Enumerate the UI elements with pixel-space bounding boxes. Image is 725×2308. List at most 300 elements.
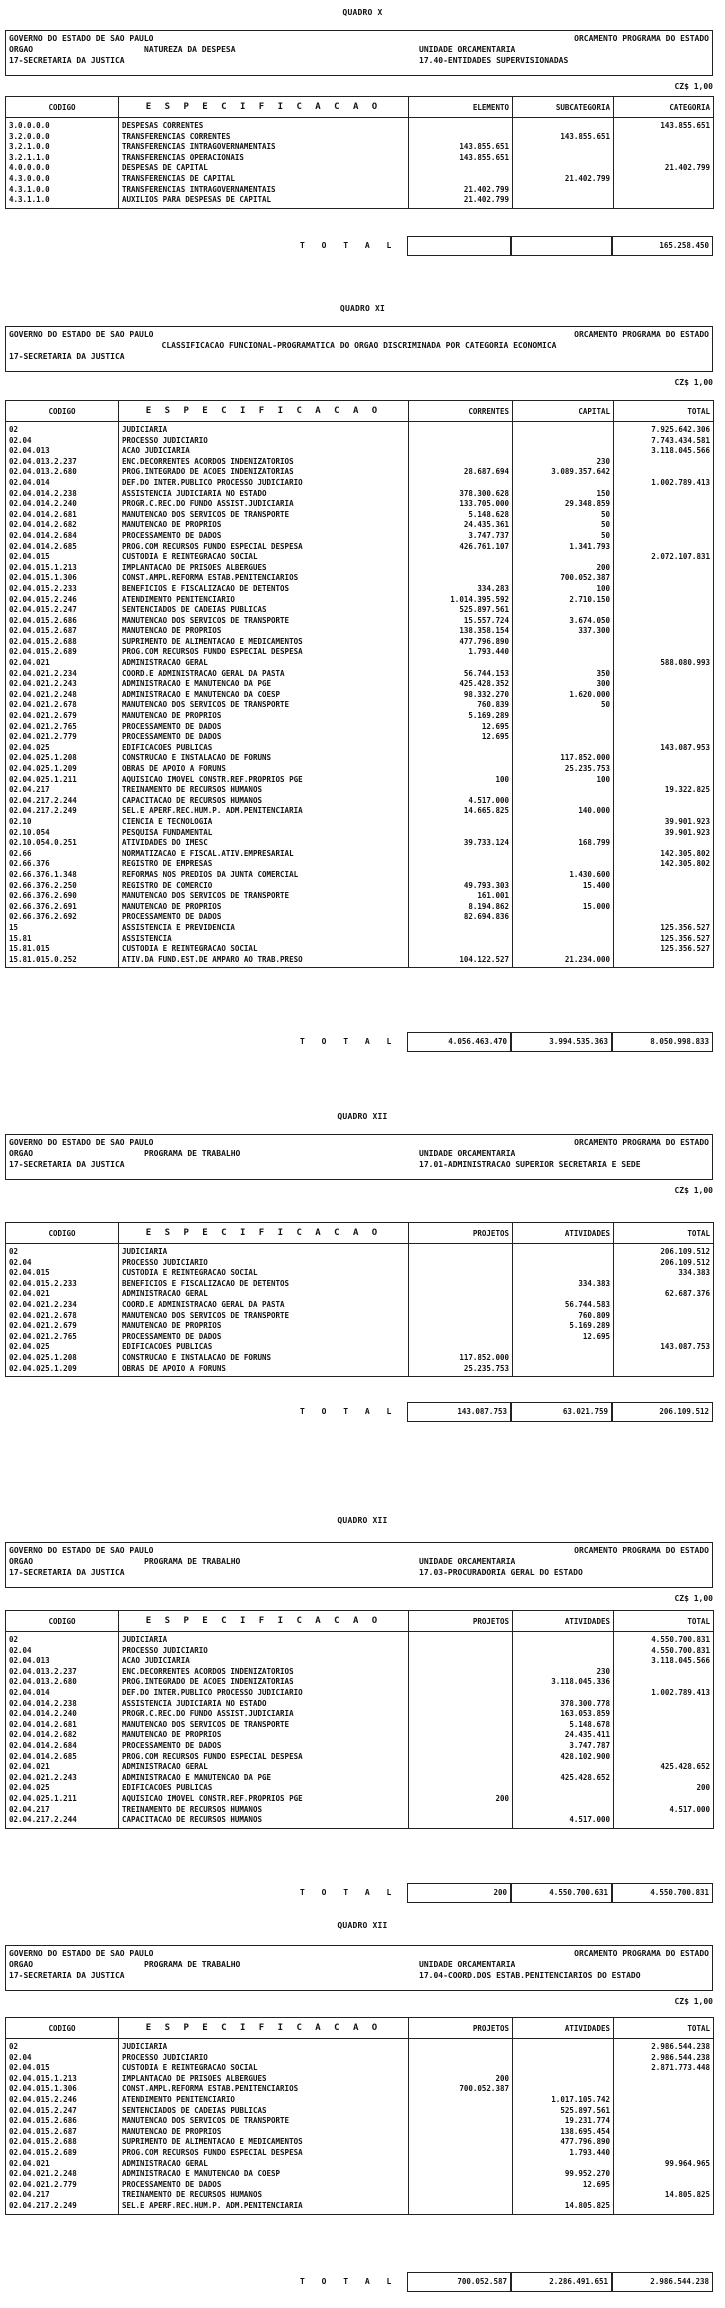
row-value-a: 426.761.107 <box>409 542 513 553</box>
row-value-c <box>614 1667 714 1678</box>
row-code: 02.04.015.2.247 <box>6 2106 119 2117</box>
row-code: 02.04.015.2.689 <box>6 2148 119 2159</box>
row-code: 02.04.217.2.249 <box>6 2201 119 2214</box>
table-row <box>6 1783 714 1794</box>
row-code: 02.04.015.1.213 <box>6 563 119 574</box>
row-specification: MANUTENCAO DE PROPRIOS <box>119 1730 409 1741</box>
table-row <box>6 1752 714 1763</box>
row-value-a <box>409 764 513 775</box>
total-value-c: 2.986.544.238 <box>612 2272 713 2292</box>
row-code: 02.04.021.2.678 <box>6 1311 119 1322</box>
row-code: 02 <box>6 1632 119 1646</box>
table-row <box>6 195 714 208</box>
row-specification: REGISTRO DE EMPRESAS <box>119 859 409 870</box>
row-code: 02 <box>6 422 119 436</box>
row-value-c <box>614 1353 714 1364</box>
row-code: 02.04.021.2.765 <box>6 1332 119 1343</box>
budget-title: ORCAMENTO PROGRAMA DO ESTADO <box>574 1546 709 1555</box>
row-value-a <box>409 2148 513 2159</box>
row-value-b: 14.805.825 <box>513 2201 614 2214</box>
row-value-b <box>513 1289 614 1300</box>
row-code: 02.66.376.2.691 <box>6 902 119 913</box>
row-value-b <box>513 2053 614 2064</box>
column-header-correntes: CORRENTES <box>409 401 513 422</box>
table-row <box>6 118 714 132</box>
row-value-c: 334.383 <box>614 1268 714 1279</box>
column-header-capital: CAPITAL <box>513 401 614 422</box>
row-value-b: 19.231.774 <box>513 2116 614 2127</box>
unit-label: UNIDADE ORCAMENTARIA <box>419 1557 516 1566</box>
total-value-b <box>511 236 612 256</box>
row-value-a <box>409 859 513 870</box>
government-name: GOVERNO DO ESTADO DE SAO PAULO <box>9 34 154 43</box>
row-specification: AQUISICAO IMOVEL CONSTR.REF.PROPRIOS PGE <box>119 775 409 786</box>
row-value-a: 49.793.303 <box>409 881 513 892</box>
table-row <box>6 436 714 447</box>
table-row <box>6 764 714 775</box>
table-row <box>6 185 714 196</box>
unit-name: 17.03-PROCURADORIA GERAL DO ESTADO <box>419 1568 583 1577</box>
row-value-c: 39.901.923 <box>614 817 714 828</box>
row-specification: PROCESSAMENTO DE DADOS <box>119 912 409 923</box>
table-row <box>6 1311 714 1322</box>
row-specification: CUSTODIA E REINTEGRACAO SOCIAL <box>119 1268 409 1279</box>
column-header-elemento: ELEMENTO <box>409 97 513 118</box>
row-value-c <box>614 2095 714 2106</box>
table-row <box>6 616 714 627</box>
row-value-c <box>614 542 714 553</box>
row-value-b: 5.148.678 <box>513 1720 614 1731</box>
row-specification: TRANSFERENCIAS INTRAGOVERNAMENTAIS <box>119 185 409 196</box>
row-specification: MANUTENCAO DOS SERVICOS DE TRANSPORTE <box>119 1311 409 1322</box>
row-value-c: 7.743.434.581 <box>614 436 714 447</box>
organ-label: ORGAO <box>9 1960 34 1969</box>
report-header <box>5 1134 713 1180</box>
budget-title: ORCAMENTO PROGRAMA DO ESTADO <box>574 1138 709 1147</box>
total-row <box>0 236 725 258</box>
row-code: 02.04.014.2.238 <box>6 489 119 500</box>
table-row <box>6 2063 714 2074</box>
unit-name: 17.01-ADMINISTRACAO SUPERIOR SECRETARIA E SEDE <box>419 1160 641 1169</box>
row-specification: MANUTENCAO DOS SERVICOS DE TRANSPORTE <box>119 2116 409 2127</box>
row-value-b <box>513 817 614 828</box>
organ-label: ORGAO <box>9 1557 34 1566</box>
row-specification: SENTENCIADOS DE CADEIAS PUBLICAS <box>119 2106 409 2117</box>
row-code: 02.10 <box>6 817 119 828</box>
table-row <box>6 563 714 574</box>
row-value-b <box>513 1783 614 1794</box>
row-specification: MANUTENCAO DOS SERVICOS DE TRANSPORTE <box>119 891 409 902</box>
row-value-b <box>513 1656 614 1667</box>
row-specification: CUSTODIA E REINTEGRACAO SOCIAL <box>119 2063 409 2074</box>
row-code: 02.04.021.2.765 <box>6 722 119 733</box>
table-row <box>6 132 714 143</box>
table-row <box>6 1321 714 1332</box>
quadro-title: QUADRO XII <box>337 1921 388 1930</box>
row-value-b: 300 <box>513 679 614 690</box>
row-value-c: 2.072.107.831 <box>614 552 714 563</box>
row-value-c <box>614 764 714 775</box>
row-code: 02.04.013.2.237 <box>6 457 119 468</box>
row-value-a: 1.014.395.592 <box>409 595 513 606</box>
row-value-c: 588.080.993 <box>614 658 714 669</box>
row-value-a <box>409 2127 513 2138</box>
row-code: 02.04.021.2.679 <box>6 1321 119 1332</box>
column-header-spec: E S P E C I F I C A C A O <box>119 1611 409 1632</box>
quadro-title: QUADRO XII <box>337 1112 388 1121</box>
row-value-c <box>614 2127 714 2138</box>
row-code: 02.04.013 <box>6 446 119 457</box>
row-value-b: 2.710.150 <box>513 595 614 606</box>
table-row <box>6 775 714 786</box>
row-value-a: 200 <box>409 2074 513 2085</box>
row-value-a <box>409 1258 513 1269</box>
row-value-a: 1.793.440 <box>409 647 513 658</box>
row-value-b: 50 <box>513 531 614 542</box>
row-value-c <box>614 1741 714 1752</box>
row-value-b: 200 <box>513 563 614 574</box>
row-specification: PROCESSAMENTO DE DADOS <box>119 722 409 733</box>
row-code: 02.04.015 <box>6 2063 119 2074</box>
row-code: 02.04 <box>6 1646 119 1657</box>
row-code: 02.04.014.2.685 <box>6 1752 119 1763</box>
column-header-subcategoria: SUBCATEGORIA <box>513 97 614 118</box>
row-specification: PROCESSAMENTO DE DADOS <box>119 1332 409 1343</box>
row-value-c <box>614 690 714 701</box>
row-value-b <box>513 552 614 563</box>
row-specification: MANUTENCAO DOS SERVICOS DE TRANSPORTE <box>119 510 409 521</box>
row-specification: PESQUISA FUNDAMENTAL <box>119 828 409 839</box>
row-value-a <box>409 2039 513 2053</box>
row-value-b <box>513 1646 614 1657</box>
row-value-a <box>409 1268 513 1279</box>
row-code: 02.04.021.2.243 <box>6 1773 119 1784</box>
row-value-b <box>513 446 614 457</box>
row-specification: ADMINISTRACAO E MANUTENCAO DA COESP <box>119 2169 409 2180</box>
table-row <box>6 2201 714 2214</box>
table-row <box>6 859 714 870</box>
row-value-c <box>614 595 714 606</box>
row-value-b <box>513 923 614 934</box>
row-specification: TREINAMENTO DE RECURSOS HUMANOS <box>119 1805 409 1816</box>
row-value-a <box>409 753 513 764</box>
table-row <box>6 542 714 553</box>
row-value-a <box>409 118 513 132</box>
row-code: 02.04.014.2.240 <box>6 499 119 510</box>
row-code: 02.66.376.1.348 <box>6 870 119 881</box>
row-value-b: 1.017.105.742 <box>513 2095 614 2106</box>
row-value-c <box>614 870 714 881</box>
row-code: 02.04.217 <box>6 2190 119 2201</box>
row-code: 02.04.021.2.234 <box>6 669 119 680</box>
row-specification: BENEFICIOS E FISCALIZACAO DE DETENTOS <box>119 584 409 595</box>
row-specification: MANUTENCAO DE PROPRIOS <box>119 2127 409 2138</box>
row-value-b: 477.796.890 <box>513 2137 614 2148</box>
row-code: 02 <box>6 2039 119 2053</box>
row-specification: CONST.AMPL.REFORMA ESTAB.PENITENCIARIOS <box>119 573 409 584</box>
row-value-b: 140.000 <box>513 806 614 817</box>
row-specification: ENC.DECORRENTES ACORDOS INDENIZATORIOS <box>119 457 409 468</box>
row-value-c <box>614 753 714 764</box>
row-code: 02.04.025 <box>6 1783 119 1794</box>
row-code: 02.04.021.2.678 <box>6 700 119 711</box>
row-code: 02.04.021.2.234 <box>6 1300 119 1311</box>
row-value-c <box>614 881 714 892</box>
row-value-a <box>409 478 513 489</box>
row-value-a <box>409 1730 513 1741</box>
row-value-b <box>513 163 614 174</box>
row-value-c <box>614 1677 714 1688</box>
row-value-c: 2.871.773.448 <box>614 2063 714 2074</box>
row-code: 02.04.015.2.689 <box>6 647 119 658</box>
row-value-c <box>614 732 714 743</box>
organ-name: 17-SECRETARIA DA JUSTICA <box>9 1971 125 1980</box>
table-row <box>6 690 714 701</box>
table-row <box>6 2190 714 2201</box>
row-value-a: 100 <box>409 775 513 786</box>
table-row <box>6 2159 714 2170</box>
row-code: 3.2.1.1.0 <box>6 153 119 164</box>
table-row <box>6 489 714 500</box>
row-value-a: 161.001 <box>409 891 513 902</box>
row-specification: PROCESSAMENTO DE DADOS <box>119 732 409 743</box>
report-subtitle: NATUREZA DA DESPESA <box>144 45 236 54</box>
row-value-c <box>614 796 714 807</box>
government-name: GOVERNO DO ESTADO DE SAO PAULO <box>9 330 154 339</box>
total-value-a: 4.056.463.470 <box>407 1032 511 1052</box>
row-value-c <box>614 722 714 733</box>
row-value-a <box>409 1773 513 1784</box>
row-value-c <box>614 669 714 680</box>
row-code: 02.04 <box>6 1258 119 1269</box>
table-row <box>6 891 714 902</box>
table-row <box>6 467 714 478</box>
row-value-b <box>513 1632 614 1646</box>
row-value-b <box>513 1342 614 1353</box>
row-value-b: 700.052.387 <box>513 573 614 584</box>
row-value-a <box>409 923 513 934</box>
row-value-c <box>614 711 714 722</box>
table-row <box>6 163 714 174</box>
report-header <box>5 1945 713 1991</box>
row-value-b: 3.747.787 <box>513 1741 614 1752</box>
column-header-total: TOTAL <box>614 2018 714 2039</box>
table-row <box>6 1730 714 1741</box>
row-value-b: 12.695 <box>513 1332 614 1343</box>
row-specification: MANUTENCAO DE PROPRIOS <box>119 902 409 913</box>
row-value-b: 428.102.900 <box>513 1752 614 1763</box>
total-value-c: 206.109.512 <box>612 1402 713 1422</box>
column-header-total: TOTAL <box>614 1611 714 1632</box>
row-value-c: 1.002.789.413 <box>614 478 714 489</box>
table-row <box>6 446 714 457</box>
row-specification: ASSISTENCIA JUDICIARIA NO ESTADO <box>119 489 409 500</box>
row-specification: PROG.INTEGRADO DE ACOES INDENIZATORIAS <box>119 467 409 478</box>
row-specification: TREINAMENTO DE RECURSOS HUMANOS <box>119 2190 409 2201</box>
row-value-c <box>614 520 714 531</box>
row-value-b <box>513 1268 614 1279</box>
table-row <box>6 2039 714 2053</box>
row-value-b: 150 <box>513 489 614 500</box>
row-value-c <box>614 185 714 196</box>
row-value-c <box>614 1279 714 1290</box>
budget-title: ORCAMENTO PROGRAMA DO ESTADO <box>574 330 709 339</box>
table-row <box>6 711 714 722</box>
row-code: 02.04.013.2.680 <box>6 1677 119 1688</box>
row-specification: TREINAMENTO DE RECURSOS HUMANOS <box>119 785 409 796</box>
row-value-c: 99.964.965 <box>614 2159 714 2170</box>
table-row <box>6 1741 714 1752</box>
table-row <box>6 870 714 881</box>
row-value-b <box>513 796 614 807</box>
row-value-b <box>513 153 614 164</box>
row-code: 4.0.0.0.0 <box>6 163 119 174</box>
row-value-b: 337.300 <box>513 626 614 637</box>
row-specification: CUSTODIA E REINTEGRACAO SOCIAL <box>119 552 409 563</box>
row-value-b <box>513 1353 614 1364</box>
row-value-a: 98.332.270 <box>409 690 513 701</box>
table-row <box>6 520 714 531</box>
row-specification: JUDICIARIA <box>119 2039 409 2053</box>
row-value-c: 4.550.700.831 <box>614 1646 714 1657</box>
row-specification: OBRAS DE APOIO A FORUNS <box>119 764 409 775</box>
row-value-b <box>513 732 614 743</box>
row-value-c: 2.986.544.238 <box>614 2039 714 2053</box>
row-code: 02.04.015.1.306 <box>6 2084 119 2095</box>
table-row <box>6 700 714 711</box>
row-value-c: 14.805.825 <box>614 2190 714 2201</box>
row-specification: ASSISTENCIA JUDICIARIA NO ESTADO <box>119 1699 409 1710</box>
row-specification: ADMINISTRACAO GERAL <box>119 1762 409 1773</box>
row-value-c: 3.118.045.566 <box>614 446 714 457</box>
row-specification: MANUTENCAO DE PROPRIOS <box>119 711 409 722</box>
row-code: 02.04.025.1.208 <box>6 1353 119 1364</box>
row-value-c: 4.550.700.831 <box>614 1632 714 1646</box>
row-value-b <box>513 944 614 955</box>
row-value-c <box>614 700 714 711</box>
table-row <box>6 1332 714 1343</box>
row-code: 02.04.015.2.686 <box>6 616 119 627</box>
row-code: 15.81 <box>6 934 119 945</box>
row-value-c: 62.687.376 <box>614 1289 714 1300</box>
row-value-a <box>409 2169 513 2180</box>
row-value-c <box>614 1752 714 1763</box>
row-value-c: 125.356.527 <box>614 934 714 945</box>
row-value-c <box>614 838 714 849</box>
report-subtitle: PROGRAMA DE TRABALHO <box>144 1149 241 1158</box>
row-specification: ACAO JUDICIARIA <box>119 446 409 457</box>
row-code: 02.04.025 <box>6 1342 119 1353</box>
row-value-a: 143.855.651 <box>409 153 513 164</box>
row-value-b <box>513 1794 614 1805</box>
currency-unit: CZ$ 1,00 <box>674 82 713 91</box>
row-code: 02.04.021.2.243 <box>6 679 119 690</box>
row-value-a <box>409 1656 513 1667</box>
table-row <box>6 838 714 849</box>
row-value-c <box>614 637 714 648</box>
row-value-b: 350 <box>513 669 614 680</box>
report-subtitle: PROGRAMA DE TRABALHO <box>144 1960 241 1969</box>
row-value-c <box>614 2074 714 2085</box>
row-value-b: 143.855.651 <box>513 132 614 143</box>
row-value-b: 25.235.753 <box>513 764 614 775</box>
table-row <box>6 2084 714 2095</box>
quadro-title: QUADRO X <box>342 8 383 17</box>
row-specification: CONSTRUCAO E INSTALACAO DE FORUNS <box>119 1353 409 1364</box>
column-header-atividades: ATIVIDADES <box>513 2018 614 2039</box>
unit-name: 17.04-COORD.DOS ESTAB.PENITENCIARIOS DO ESTADO <box>419 1971 641 1980</box>
row-code: 02.04 <box>6 436 119 447</box>
row-specification: REGISTRO DE COMERCIO <box>119 881 409 892</box>
row-code: 02.04.013 <box>6 1656 119 1667</box>
column-header-total: TOTAL <box>614 401 714 422</box>
total-label: T O T A L <box>300 1407 398 1416</box>
row-value-a <box>409 934 513 945</box>
table-row <box>6 753 714 764</box>
row-code: 4.3.1.0.0 <box>6 185 119 196</box>
row-code: 02.04.015.2.688 <box>6 2137 119 2148</box>
column-header-spec: E S P E C I F I C A C A O <box>119 2018 409 2039</box>
row-value-a <box>409 552 513 563</box>
row-value-b: 50 <box>513 510 614 521</box>
row-specification: COORD.E ADMINISTRACAO GERAL DA PASTA <box>119 669 409 680</box>
row-specification: PROCESSO JUDICIARIO <box>119 436 409 447</box>
table-row <box>6 1720 714 1731</box>
row-value-a <box>409 2137 513 2148</box>
row-specification: MANUTENCAO DE PROPRIOS <box>119 626 409 637</box>
row-value-c <box>614 467 714 478</box>
row-code: 15.81.015 <box>6 944 119 955</box>
row-value-a: 12.695 <box>409 722 513 733</box>
row-specification: CONSTRUCAO E INSTALACAO DE FORUNS <box>119 753 409 764</box>
row-code: 02.04.021 <box>6 658 119 669</box>
row-value-c <box>614 1321 714 1332</box>
row-code: 02.04.015.2.247 <box>6 605 119 616</box>
row-value-c: 206.109.512 <box>614 1244 714 1258</box>
row-value-c <box>614 510 714 521</box>
row-value-c <box>614 679 714 690</box>
table-row <box>6 679 714 690</box>
row-specification: PROGR.C.REC.DO FUNDO ASSIST.JUDICIARIA <box>119 1709 409 1720</box>
total-value-b: 4.550.700.631 <box>511 1883 612 1903</box>
row-value-a <box>409 743 513 754</box>
row-code: 02.66.376.2.250 <box>6 881 119 892</box>
row-specification: ATIV.DA FUND.EST.DE AMPARO AO TRAB.PRESO <box>119 955 409 968</box>
table-row <box>6 499 714 510</box>
row-specification: PROCESSAMENTO DE DADOS <box>119 531 409 542</box>
total-value-c: 4.550.700.831 <box>612 1883 713 1903</box>
currency-unit: CZ$ 1,00 <box>674 378 713 387</box>
row-value-c: 425.428.652 <box>614 1762 714 1773</box>
row-code: 02.04.015.2.686 <box>6 2116 119 2127</box>
table-row <box>6 2053 714 2064</box>
table-row <box>6 1688 714 1699</box>
row-value-b <box>513 2159 614 2170</box>
row-value-a <box>409 1741 513 1752</box>
data-table <box>5 2017 714 2215</box>
table-row <box>6 722 714 733</box>
row-value-b: 3.089.357.642 <box>513 467 614 478</box>
row-specification: PROG.INTEGRADO DE ACOES INDENIZATORIAS <box>119 1677 409 1688</box>
row-code: 02.04.025.1.208 <box>6 753 119 764</box>
table-row <box>6 1667 714 1678</box>
row-value-b: 5.169.289 <box>513 1321 614 1332</box>
row-value-c: 125.356.527 <box>614 944 714 955</box>
table-row <box>6 817 714 828</box>
table-row <box>6 796 714 807</box>
row-value-b: 168.799 <box>513 838 614 849</box>
row-specification: PROCESSAMENTO DE DADOS <box>119 2180 409 2191</box>
